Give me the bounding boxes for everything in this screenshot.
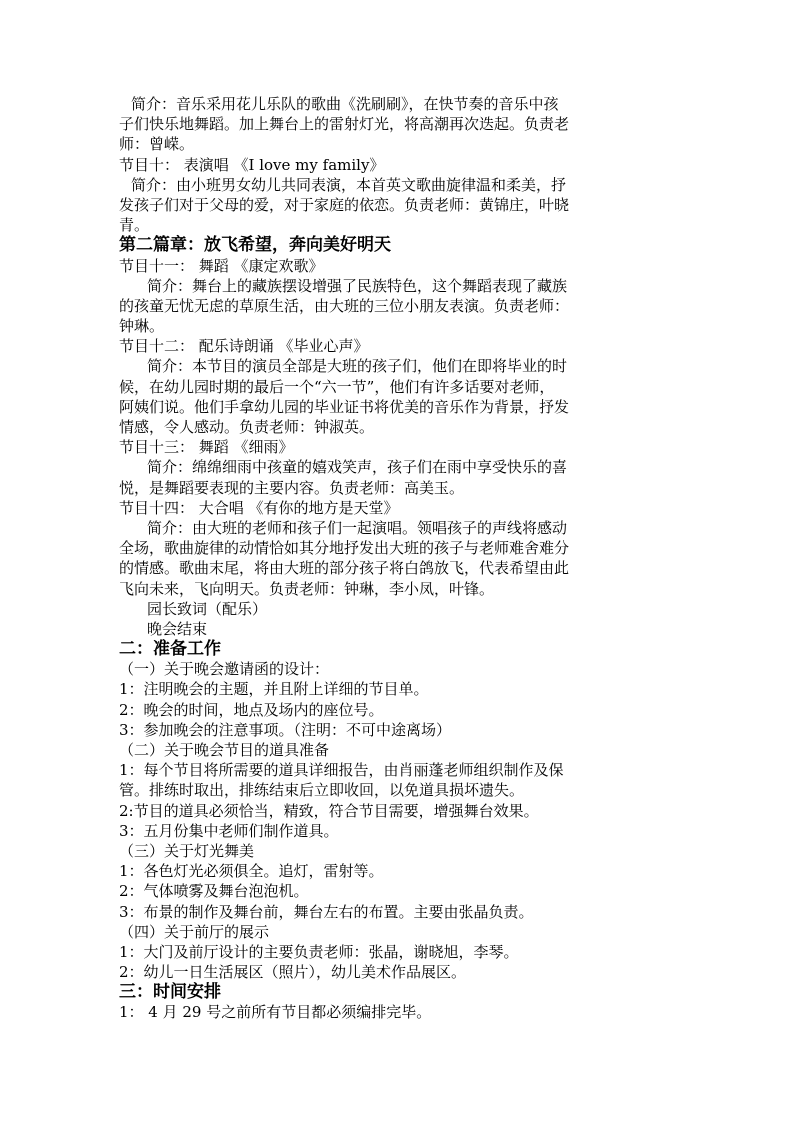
text-line: 全场，歌曲旋律的动情恰如其分地抒发出大班的孩子与老师难舍难分 — [119, 539, 570, 558]
text-line: 简介：舞台上的藏族摆设增强了民族特色，这个舞蹈表现了藏族 — [147, 276, 568, 295]
text-line: 管。排练时取出，排练结束后立即收回，以免道具损坏遗失。 — [119, 781, 525, 800]
text-line: 节目十一： 舞蹈 《康定欢歌》 — [119, 256, 324, 275]
text-line: 2:节目的道具必须恰当，精致，符合节目需要，增强舞台效果。 — [119, 801, 539, 820]
text-line: 节目十二： 配乐诗朗诵 《毕业心声》 — [119, 337, 369, 356]
text-line: 3：五月份集中老师们制作道具。 — [119, 821, 339, 840]
text-line: 飞向未来，飞向明天。负责老师：钟琳，李小凤，叶锋。 — [119, 579, 495, 598]
text-line: （一）关于晚会邀请函的设计： — [119, 660, 330, 679]
text-line: 1：大门及前厅设计的主要负责老师：张晶，谢晓旭，李琴。 — [119, 942, 519, 961]
text-line: 3：布景的制作及舞台前，舞台左右的布置。主要由张晶负责。 — [119, 902, 534, 921]
text-line: 1：每个节目将所需要的道具详细报告，由肖丽蓬老师组织制作及保 — [119, 761, 564, 780]
text-line: 的情感。歌曲末尾，将由大班的部分孩子将白鸽放飞，代表希望由此 — [119, 559, 570, 578]
text-line: 晚会结束 — [147, 619, 208, 638]
text-line: 园长致词（配乐） — [147, 599, 268, 618]
text-line: 2：晚会的时间，地点及场内的座位号。 — [119, 700, 384, 719]
text-line: 简介：由小班男女幼儿共同表演，本首英文歌曲旋律温和柔美，抒 — [131, 175, 567, 194]
section-heading: 二：准备工作 — [119, 639, 221, 660]
text-line: 简介：绵绵细雨中孩童的嬉戏笑声，孩子们在雨中享受快乐的喜 — [147, 458, 568, 477]
text-line: （二）关于晚会节目的道具准备 — [119, 741, 330, 759]
text-line: 悦，是舞蹈要表现的主要内容。负责老师：高美玉。 — [119, 478, 465, 497]
section-heading: 第二篇章：放飞希望，奔向美好明天 — [119, 235, 391, 256]
text-line: 的孩童无忧无虑的草原生活，由大班的三位小朋友表演。负责老师： — [119, 296, 570, 315]
text-line: 师：曾嵘。 — [119, 135, 195, 154]
text-line: 简介：音乐采用花儿乐队的歌曲《洗刷刷》，在快节奏的音乐中孩 — [131, 95, 559, 113]
text-line: 2：气体喷雾及舞台泡泡机。 — [119, 882, 309, 901]
text-line: 情感，令人感动。负责老师：钟淑英。 — [119, 418, 375, 436]
text-line: 1： 4 月 29 号之前所有节目都必须编排完毕。 — [119, 1003, 432, 1022]
text-line: 子们快乐地舞蹈。加上舞台上的雷射灯光，将高潮再次迭起。负责老 — [119, 115, 570, 134]
text-line: 青。 — [119, 216, 150, 235]
text-line: 2：幼儿一日生活展区（照片），幼儿美术作品展区。 — [119, 963, 467, 982]
text-line: 简介：本节目的演员全部是大班的孩子们，他们在即将毕业的时 — [147, 357, 568, 376]
text-line: 简介：由大班的老师和孩子们一起演唱。领唱孩子的声线将感动 — [147, 518, 568, 537]
document-page — [119, 94, 679, 1023]
text-line: 发孩子们对于父母的爱，对于家庭的依恋。负责老师：黄锦庄，叶晓 — [119, 195, 570, 214]
text-line: （三）关于灯光舞美 — [119, 841, 255, 860]
text-line: 节目十： 表演唱 《I love my family》 — [119, 155, 385, 174]
text-line: 钟琳。 — [119, 317, 165, 336]
text-line: 3：参加晚会的注意事项。（注明：不可中途离场） — [119, 720, 452, 739]
text-line: 1：各色灯光必须俱全。追灯，雷射等。 — [119, 862, 384, 881]
text-line: 阿姨们说。他们手拿幼儿园的毕业证书将优美的音乐作为背景，抒发 — [119, 397, 570, 416]
text-line: （四）关于前厅的展示 — [119, 922, 270, 941]
section-heading: 三：时间安排 — [119, 982, 221, 1003]
text-line: 1：注明晚会的主题，并且附上详细的节目单。 — [119, 680, 429, 699]
text-line: 候，在幼儿园时期的最后一个“六一节”，他们有许多话要对老师， — [119, 377, 555, 396]
text-line: 节目十四： 大合唱 《有你的地方是天堂》 — [119, 498, 399, 517]
text-line: 节目十三： 舞蹈 《细雨》 — [119, 438, 294, 457]
